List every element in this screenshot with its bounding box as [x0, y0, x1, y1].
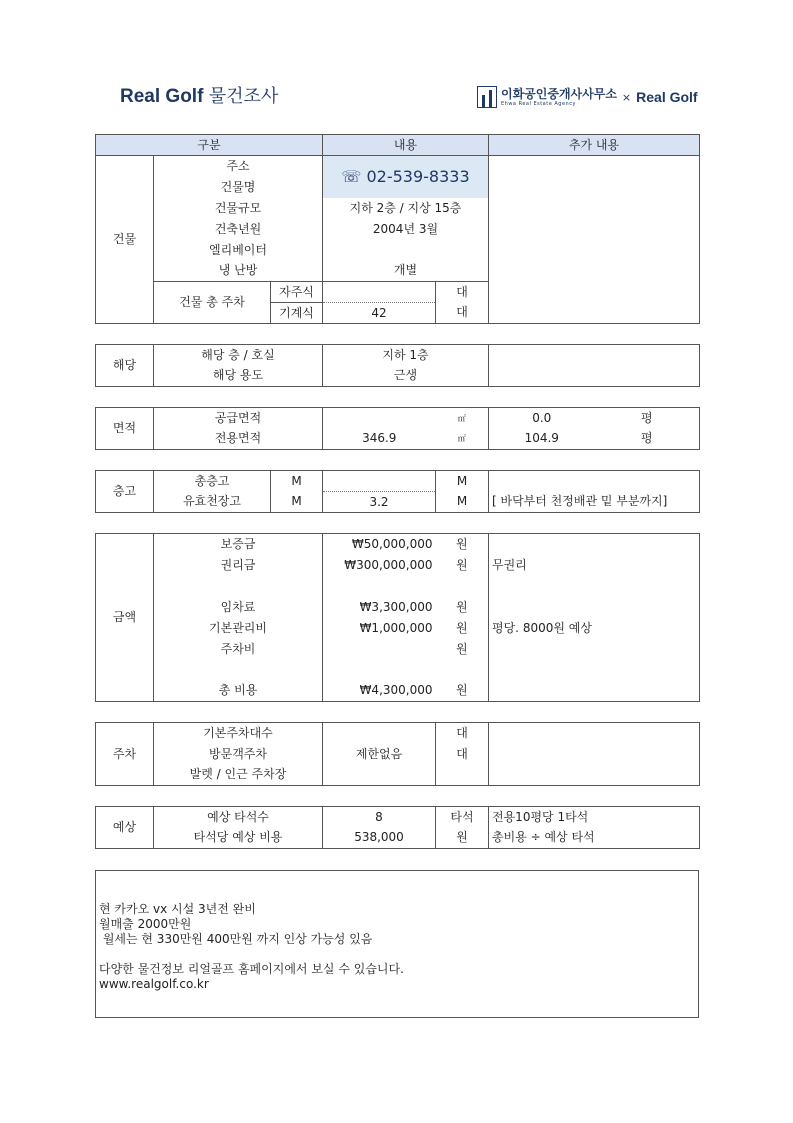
premium-note: 무권리	[489, 555, 700, 576]
memo-box	[95, 870, 699, 1018]
visitor-parking-value: 제한없음	[323, 723, 436, 786]
deposit-value: ₩50,000,000	[323, 534, 436, 555]
cost-per-seat-label: 타석당 예상 비용	[154, 828, 323, 849]
building-logo-icon	[477, 86, 497, 108]
self-parking-value	[323, 282, 436, 303]
parking-fee-unit: 원	[436, 639, 489, 660]
header-category: 구분	[96, 135, 323, 156]
total-height-label: 총층고	[154, 471, 271, 492]
total-height-unit: M	[436, 471, 489, 492]
page-title	[120, 82, 278, 108]
section-forecast: 예상	[96, 807, 154, 849]
ceiling-height-label: 유효천장고	[154, 492, 271, 513]
rent-note	[489, 597, 700, 618]
floor-value: 지하 1층	[323, 345, 489, 366]
valet-parking-label: 발렛 / 인근 주차장	[154, 765, 323, 786]
scale-value: 지하 2층 / 지상 15층	[323, 198, 489, 219]
parking-table	[95, 722, 700, 786]
parking-fee-value	[323, 639, 436, 660]
total-cost-value: ₩4,300,000	[323, 681, 436, 702]
deposit-unit: 원	[436, 534, 489, 555]
cost-per-seat-unit: 원	[436, 828, 489, 849]
area-table	[95, 407, 700, 450]
use-value: 근생	[323, 366, 489, 387]
memo-line: 현 카카오 vx 시설 3년전 완비	[99, 902, 256, 916]
section-building: 건물	[96, 156, 154, 324]
building-name-label: 건물명	[220, 179, 256, 194]
supply-area-unit: ㎡	[436, 408, 489, 429]
built-value: 2004년 3월	[323, 219, 489, 240]
building-table	[95, 134, 700, 324]
management-fee-value: ₩1,000,000	[323, 618, 436, 639]
built-label: 건축년원	[214, 221, 262, 236]
section-amount: 금액	[96, 534, 154, 702]
total-height-note	[489, 471, 700, 492]
header-extra: 추가 내용	[489, 135, 700, 156]
section-height: 층고	[96, 471, 154, 513]
premium-label: 권리금	[220, 557, 256, 572]
hvac-label: 냉 난방	[218, 263, 258, 278]
memo-line: 월세는 현 330만원 400만원 까지 인상 가능성 있음	[99, 932, 373, 946]
mech-parking-unit: 대	[436, 303, 489, 324]
floor-label: 해당 층 / 호실	[154, 345, 323, 366]
seats-unit: 타석	[436, 807, 489, 828]
hvac-value: 개별	[323, 261, 489, 282]
rent-value: ₩3,300,000	[323, 597, 436, 618]
elevator-value	[323, 240, 489, 261]
amount-table	[95, 533, 700, 702]
management-fee-unit: 원	[436, 618, 489, 639]
parking-total-label: 건물 총 주차	[154, 282, 271, 324]
supply-area-label: 공급면적	[154, 408, 323, 429]
scale-label: 건물규모	[214, 200, 262, 215]
deposit-note	[489, 534, 700, 555]
mech-parking-value: 42	[323, 303, 436, 324]
supply-area-value	[323, 408, 436, 429]
section-area: 면적	[96, 408, 154, 450]
forecast-table	[95, 806, 700, 849]
ceiling-height-note: [ 바닥부터 천정배관 밑 부분까지]	[489, 492, 700, 513]
logo-brand: Real Golf	[636, 89, 698, 105]
basic-parking-unit: 대	[436, 723, 489, 744]
exclusive-area-label: 전용면적	[154, 429, 323, 450]
parking-extra	[489, 723, 700, 786]
elevator-label: 엘리베이터	[209, 242, 267, 257]
title-brand: Real Golf	[120, 86, 204, 107]
address-label: 주소	[226, 158, 250, 173]
ceiling-height-unit: M	[436, 492, 489, 513]
phone-number: ☏ 02-539-8333	[323, 156, 489, 198]
memo-line: 월매출 2000만원	[99, 917, 192, 931]
rent-label: 임차료	[220, 599, 256, 614]
exclusive-area-unit: ㎡	[436, 429, 489, 450]
management-fee-note: 평당. 8000원 예상	[489, 618, 700, 639]
supply-pyeong-unit: 평	[595, 408, 700, 429]
logo-agency-name: 이화공인중개사사무소	[501, 87, 617, 101]
rent-unit: 원	[436, 597, 489, 618]
cost-per-seat-value: 538,000	[323, 828, 436, 849]
total-cost-unit: 원	[436, 681, 489, 702]
seats-label: 예상 타석수	[154, 807, 323, 828]
section-parking: 주차	[96, 723, 154, 786]
self-parking-label: 자주식	[271, 282, 323, 303]
building-extra	[489, 156, 700, 324]
logo-separator: ×	[621, 90, 632, 104]
target-table	[95, 344, 700, 387]
visitor-parking-unit: 대	[436, 744, 489, 765]
premium-value: ₩300,000,000	[323, 555, 436, 576]
use-label: 해당 용도	[154, 366, 323, 387]
seats-note: 전용10평당 1타석	[489, 807, 700, 828]
premium-unit: 원	[436, 555, 489, 576]
mech-parking-label: 기계식	[271, 303, 323, 324]
logo-agency-sub: Ehwa Real Estate Agency	[501, 101, 576, 107]
header-content: 내용	[323, 135, 489, 156]
exclusive-area-value: 346.9	[323, 429, 436, 450]
ceiling-height-m: M	[271, 492, 323, 513]
visitor-parking-label: 방문객주차	[209, 746, 267, 761]
deposit-label: 보증금	[154, 534, 323, 555]
title-text: 물건조사	[208, 86, 279, 107]
website-link[interactable]: www.realgolf.co.kr	[99, 977, 209, 991]
total-height-value	[323, 471, 436, 492]
total-cost-label: 총 비용	[154, 681, 323, 702]
self-parking-unit: 대	[436, 282, 489, 303]
target-extra	[489, 345, 700, 387]
ceiling-height-value: 3.2	[323, 492, 436, 513]
supply-area-pyeong: 0.0	[489, 408, 595, 429]
cost-per-seat-note: 총비용 ÷ 예상 타석	[489, 828, 700, 849]
exclusive-area-pyeong: 104.9	[489, 429, 595, 450]
agency-logo	[477, 86, 698, 108]
exclusive-pyeong-unit: 평	[595, 429, 700, 450]
seats-value: 8	[323, 807, 436, 828]
memo-line	[99, 947, 695, 962]
height-table	[95, 470, 700, 513]
memo-line: 다양한 물건정보 리얼골프 홈페이지에서 보실 수 있습니다.	[99, 962, 404, 976]
basic-parking-label: 기본주차대수	[154, 723, 323, 744]
parking-fee-label: 주차비	[220, 641, 256, 656]
section-target: 해당	[96, 345, 154, 387]
management-fee-label: 기본관리비	[209, 620, 267, 635]
total-height-m: M	[271, 471, 323, 492]
